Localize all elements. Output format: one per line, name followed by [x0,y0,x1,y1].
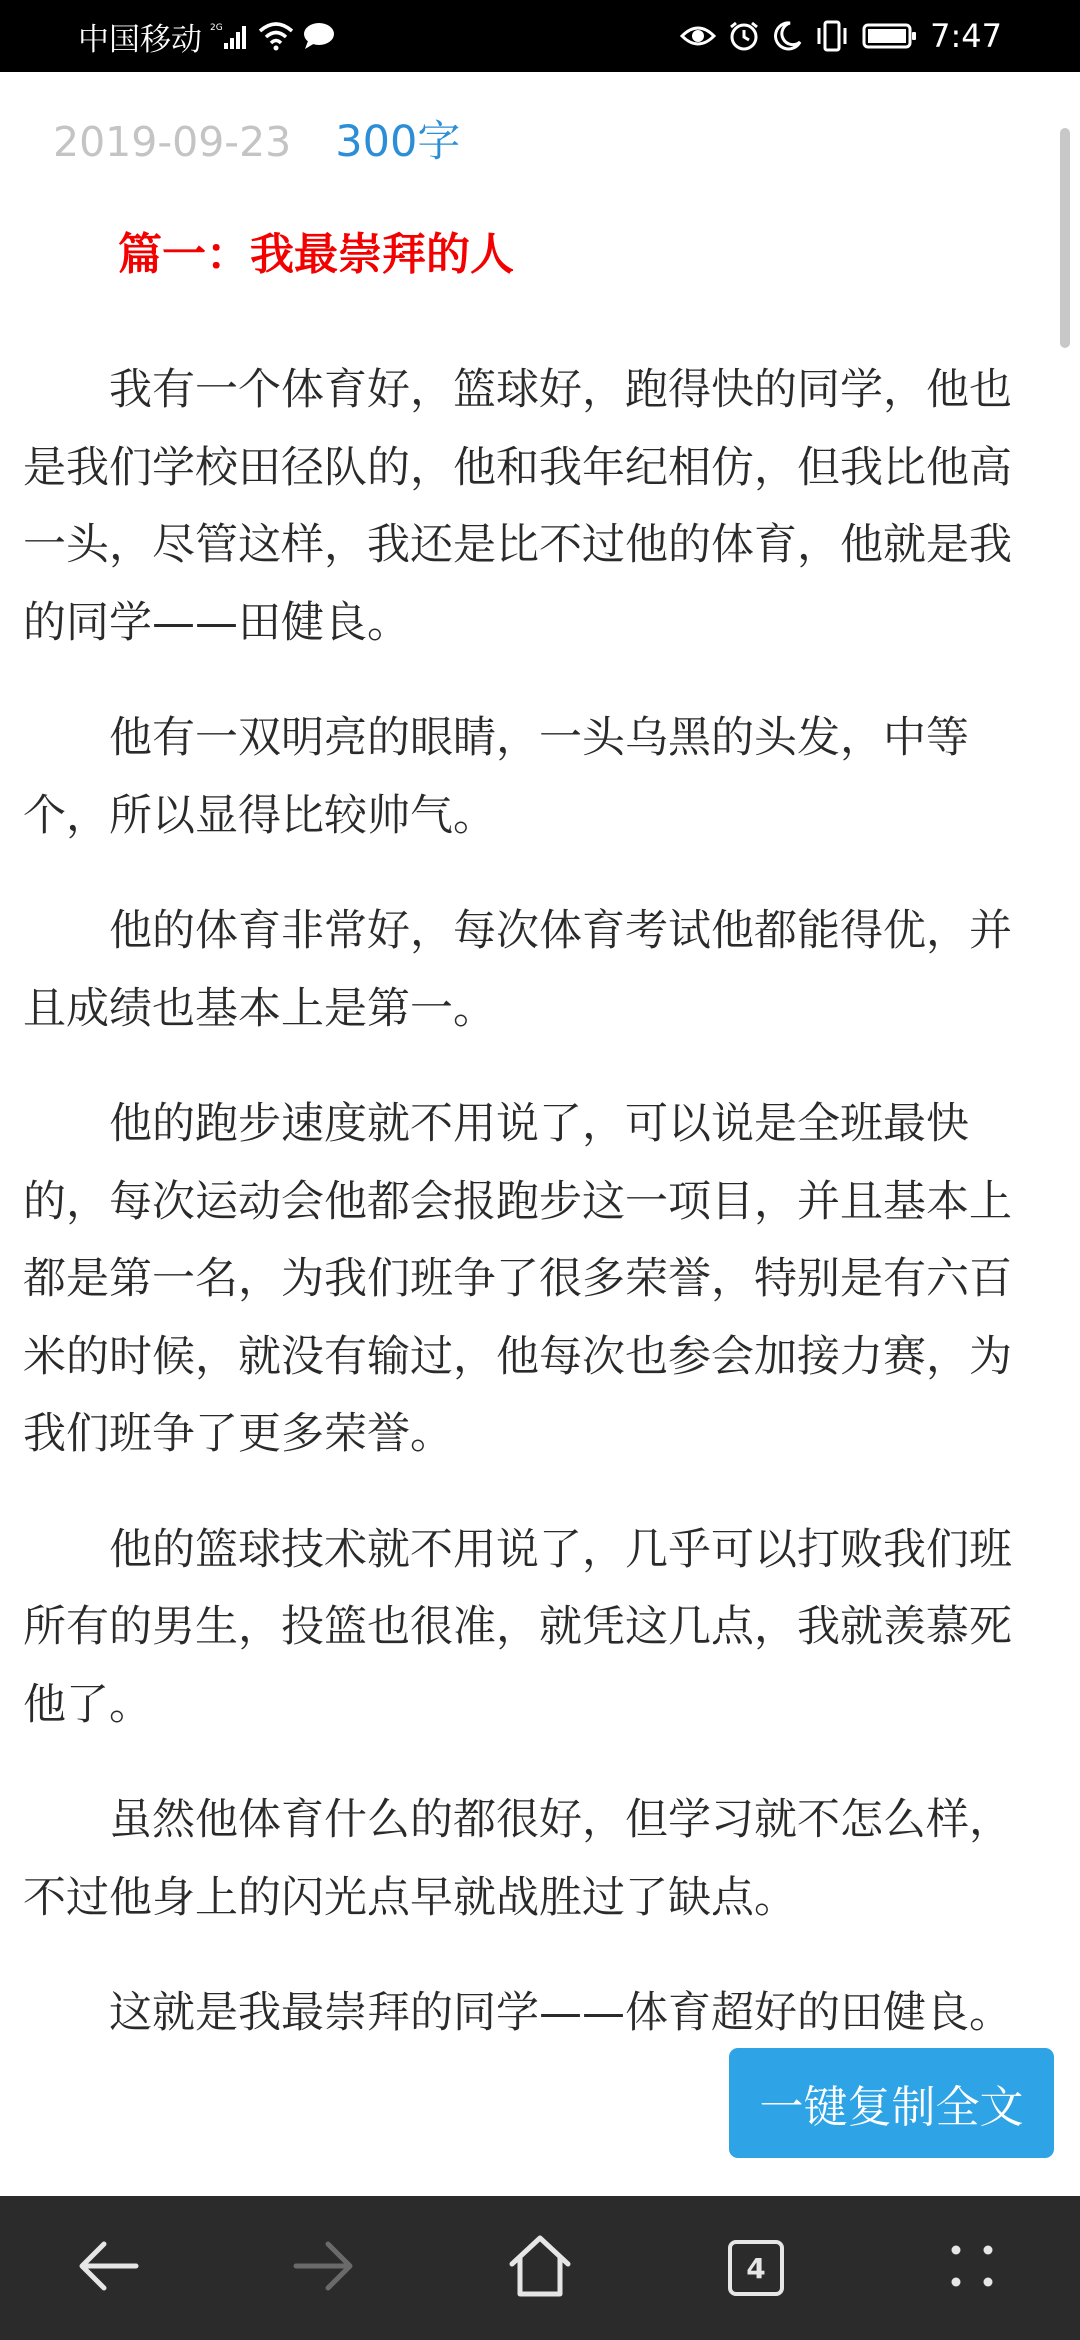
svg-text:2G: 2G [210,23,223,33]
clock: 7:47 [930,17,1002,55]
message-icon [302,21,336,51]
article-title: 篇一：我最崇拜的人 [118,229,514,280]
paragraph: 他的篮球技术就不用说了，几乎可以打败我们班所有的男生，投篮也很准，就凭这几点，我就羡慕死他了。 [23,1524,1012,1730]
scrollbar[interactable] [1060,128,1070,348]
paragraph: 他的跑步速度就不用说了，可以说是全班最快的，每次运动会他都会报跑步这一项目，并且基本上都是第一名，为我们班争了很多荣誉，特别是有六百米的时候，就没有输过，他每次也参会加接力赛，为我们班争了更多荣誉。 [23,1099,1012,1459]
eye-icon [680,22,716,50]
article-date: 2019-09-23 [53,118,292,166]
home-button[interactable] [432,2196,648,2340]
paragraph: 他的体育非常好，每次体育考试他都能得优，并且成绩也基本上是第一。 [23,906,1012,1034]
status-bar [0,0,1080,72]
paragraph: 虽然他体育什么的都很好，但学习就不怎么样，不过他身上的闪光点早就战胜过了缺点。 [23,1795,1012,1923]
paragraph: 他有一双明亮的眼睛，一头乌黑的头发，中等个，所以显得比较帅气。 [23,713,969,841]
copy-full-text-button[interactable]: 一键复制全文 [729,2048,1054,2158]
back-button[interactable] [0,2196,216,2340]
tab-count: 4 [728,2240,784,2296]
menu-button[interactable] [864,2196,1080,2340]
moon-icon [772,20,802,52]
paragraph: 这就是我最崇拜的同学——体育超好的田健良。 [109,1988,1012,2038]
vibrate-icon [814,20,850,52]
forward-button[interactable] [216,2196,432,2340]
article-meta [53,108,460,169]
forward-arrow-icon [292,2238,356,2298]
article-view[interactable] [0,72,1080,2196]
word-count: 300字 [335,117,461,167]
carrier-name: 中国移动 [78,21,202,58]
home-icon [508,2234,572,2302]
bottom-nav [0,2196,1080,2340]
signal-icon [210,21,250,51]
tabs-button[interactable] [648,2196,864,2340]
article-body [23,352,1035,2091]
wifi-icon [258,21,294,51]
battery-icon [862,22,918,50]
menu-dots-icon [947,2241,997,2295]
paragraph: 我有一个体育好，篮球好，跑得快的同学，他也是我们学校田径队的，他和我年纪相仿，但我比他高一头，尽管这样，我还是比不过他的体育，他就是我的同学——田健良。 [23,365,1012,648]
back-arrow-icon [76,2238,140,2298]
alarm-icon [728,20,760,52]
